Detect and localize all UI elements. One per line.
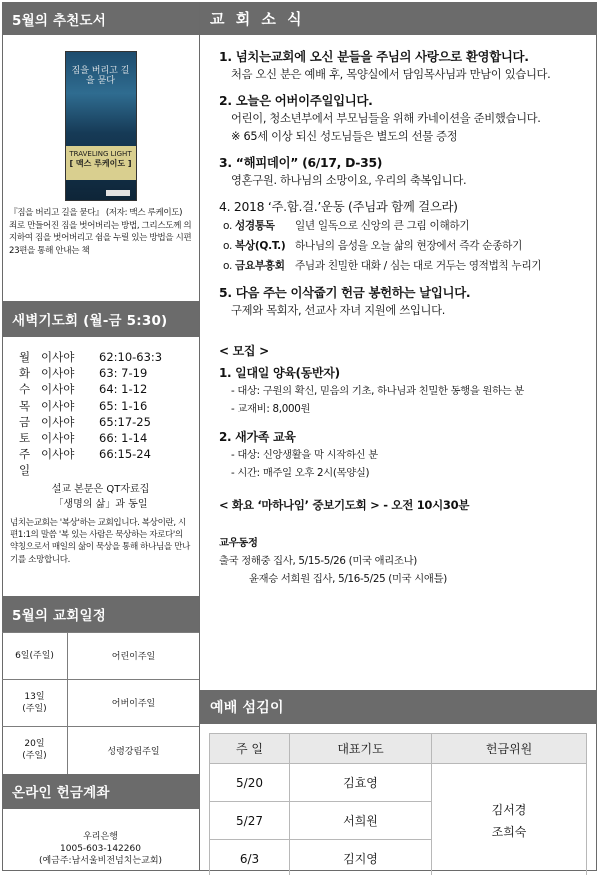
schedule-date: 20일 (주일) xyxy=(2,727,68,774)
dawn-prayer-header: 새벽기도회 (월-금 5:30) xyxy=(2,301,199,337)
serve-column-header: 대표기도 xyxy=(290,734,432,764)
church-note: 넘치는교회는 '복상'하는 교회입니다. 복상이란, 시편1:1의 말씀 '복 있는 사람은 묵상하는 자로다'의 약칭으로서 매일의 삶이 묵상을 통해 하나님을 만나기를 소망합니다. xyxy=(10,517,190,565)
schedule-event: 어린이주일 xyxy=(111,652,156,663)
recruit-header: < 모집 > xyxy=(219,344,269,358)
news-item xyxy=(219,198,597,276)
news-list xyxy=(200,35,597,588)
dawn-reading-list xyxy=(2,337,199,479)
sermon-note xyxy=(2,482,199,512)
recruit-detail: - 시간: 매주일 오후 2시(목양실) xyxy=(231,467,370,479)
member-news-line: 윤재승 서희원 집사, 5/16-5/25 (미국 시애틀) xyxy=(249,573,447,585)
recruit-title: 2. 새가족 교육 xyxy=(219,430,296,444)
news-body: ※ 65세 이상 되신 성도님들은 별도의 선물 증정 xyxy=(231,130,458,143)
serve-prayer: 김효영 xyxy=(290,764,432,802)
bank-info xyxy=(2,809,199,867)
news-title: 5. 다음 주는 이삭줍기 헌금 봉헌하는 날입니다. xyxy=(219,285,471,300)
news-title: 2. 오늘은 어버이주일입니다. xyxy=(219,93,373,108)
serve-date: 6/3 xyxy=(210,840,290,875)
news-item xyxy=(219,284,597,320)
book-cover-author: [ 맥스 루케이도 ] xyxy=(69,159,132,168)
book-description: 『짐을 버리고 길을 묻다』 (저자: 맥스 루케이도) 죄로 만들어진 짐을 벗어버리는 방법, 그리스도께 의지하여 짐을 벗어버리고 쉼을 누릴 있는 방법을 시편23편을 통해 안내는 책 xyxy=(9,208,192,256)
recruit-detail: - 교재비: 8,000원 xyxy=(231,403,311,415)
prayer-meeting-note: < 화요 ‘마하나임’ 중보기도회 > - 오전 10시30분 xyxy=(219,498,470,512)
dawn-reading-row: 주일 이사야 66:15-24 xyxy=(19,447,151,478)
schedule-row xyxy=(2,727,199,774)
movement-item: o. 복상(Q.T.) 하나님의 음성을 오늘 삶의 현장에서 즉각 순종하기 xyxy=(223,240,523,252)
right-column xyxy=(200,2,597,871)
schedule-row xyxy=(2,680,199,727)
schedule-row xyxy=(2,633,199,680)
news-title: 1. 넘치는교회에 오신 분들을 주님의 사랑으로 환영합니다. xyxy=(219,49,529,64)
dawn-reading-row: 수 이사야 64: 1-12 xyxy=(19,382,148,397)
bank-account: 1005-603-142260 xyxy=(60,843,141,854)
serve-date: 5/20 xyxy=(210,764,290,802)
recruit-detail: - 대상: 신앙생활을 막 시작하신 분 xyxy=(231,449,378,461)
news-body: 어린이, 청소년부에서 부모님들을 위해 카네이션을 준비했습니다. xyxy=(231,112,541,125)
serve-date: 5/27 xyxy=(210,802,290,840)
cashier-name: 조희숙 xyxy=(491,824,527,839)
schedule-event: 어버이주일 xyxy=(111,699,156,710)
serve-header: 예배 섬김이 xyxy=(200,690,597,724)
member-news-line: 출국 정해중 집사, 5/15-5/26 (미국 애리조나) xyxy=(219,555,417,567)
publisher-logo xyxy=(106,190,130,196)
schedule-date: 13일 (주일) xyxy=(2,680,68,726)
news-item xyxy=(219,154,597,190)
serve-prayer: 서희원 xyxy=(290,802,432,840)
serve-table-header-row xyxy=(210,734,587,764)
left-column xyxy=(2,2,200,871)
sermon-note-line-1: 설교 본문은 QT자료집 xyxy=(51,483,150,495)
movement-item: o. 금요부흥회 주님과 친밀한 대화 / 심는 대로 거두는 영적법칙 누리기 xyxy=(223,260,542,272)
bank-name: 우리은행 xyxy=(83,831,118,842)
book-cover-title: 짐을 버리고 길을 묻다 xyxy=(71,66,130,86)
schedule-header: 5월의 교회일정 xyxy=(2,596,199,632)
book-cover-image xyxy=(65,51,137,201)
dawn-reading-row: 월 이사야 62:10-63:3 xyxy=(19,350,163,364)
member-news-label: 교우동정 xyxy=(219,537,258,549)
book-cover-band xyxy=(66,146,136,180)
news-item xyxy=(219,48,597,84)
serve-prayer: 김지영 xyxy=(290,840,432,875)
recruit-title: 1. 일대일 양육(동반자) xyxy=(219,366,340,380)
recruit-detail: - 대상: 구원의 확신, 믿음의 기초, 하나님과 친밀한 동행을 원하는 분 xyxy=(231,385,525,397)
news-body: 영혼구원. 하나님의 소망이요, 우리의 축복입니다. xyxy=(231,174,467,187)
giving-header: 온라인 헌금계좌 xyxy=(2,774,199,809)
bank-holder: (예금주:남서울비전넘치는교회) xyxy=(38,855,163,866)
book-cover-area xyxy=(2,35,199,201)
movement-list xyxy=(219,216,597,276)
serve-cashiers xyxy=(432,764,587,875)
book-cover-subtitle: TRAVELING LIGHT xyxy=(69,150,132,158)
news-body: 처음 오신 분은 예배 후, 목양실에서 담임목사님과 만남이 있습니다. xyxy=(231,68,551,81)
dawn-reading-row: 화 이사야 63: 7-19 xyxy=(19,366,148,381)
news-body: 구제와 목회자, 선교사 자녀 지원에 쓰입니다. xyxy=(231,304,446,317)
news-item xyxy=(219,92,597,146)
dawn-reading-row: 토 이사야 66: 1-14 xyxy=(19,431,148,446)
news-title: 3. “해피데이” (6/17, D-35) xyxy=(219,155,383,170)
schedule-event: 성령강림주일 xyxy=(107,746,160,757)
schedule-date: 6일(주일) xyxy=(2,633,68,679)
serve-column-header: 헌금위원 xyxy=(432,734,587,764)
serve-table-row xyxy=(210,764,587,802)
cashier-name: 김서경 xyxy=(491,802,527,817)
sermon-note-line-2: 「생명의 삶」과 동일 xyxy=(53,498,148,510)
serve-table xyxy=(209,733,587,875)
movement-item: o. 성경통독 일년 일독으로 신앙의 큰 그림 이해하기 xyxy=(223,220,470,232)
news-header: 교 회 소 식 xyxy=(200,2,597,35)
news-title: 4. 2018 ‘주.함.걸.’운동 (주님과 함께 걸으라) xyxy=(219,199,458,214)
book-section-header: 5월의 추천도서 xyxy=(2,2,199,35)
schedule-table xyxy=(2,632,199,774)
dawn-reading-row: 목 이사야 65: 1-16 xyxy=(19,398,148,413)
dawn-reading-row: 금 이사야 65:17-25 xyxy=(19,414,151,429)
serve-column-header: 주 일 xyxy=(210,734,290,764)
